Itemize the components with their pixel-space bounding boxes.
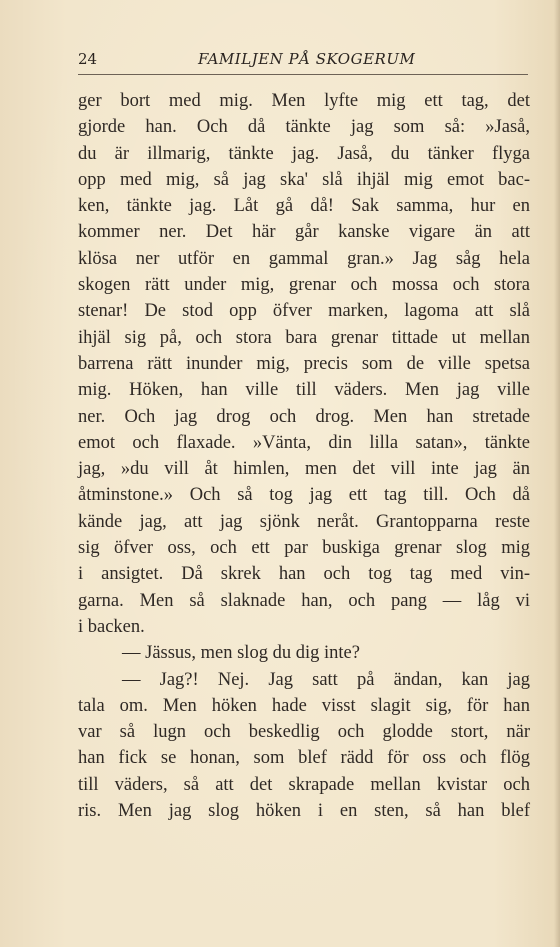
text-line: i ansigtet. Då skrek han och tog tag med vin- [78,564,530,585]
text-line: ken, tänkte jag. Låt gå då! Sak samma, hur en [78,196,530,217]
page-header [78,48,528,72]
text-line: kommer ner. Det här går kanske vigare än att [78,222,530,243]
text-line: mig. Höken, han ville till väders. Men jag ville [78,380,530,401]
body-text [78,88,530,824]
text-line: ihjäl sig på, och stora bara grenar tittade ut mellan [78,327,530,348]
text-line: jag, »du vill åt himlen, men det vill inte jag än [78,459,530,480]
text-line: åtminstone.» Och så tog jag ett tag till. Och då [78,485,530,506]
text-line: tala om. Men höken hade visst slagit sig, för han [78,695,530,716]
text-line: skogen rätt under mig, grenar och mossa och stora [78,275,530,296]
text-line: sig öfver oss, och ett par buskiga grenar slog mig [78,538,530,559]
text-line: han fick se honan, som blef rädd för oss och flög [78,748,530,769]
text-line: emot och flaxade. »Vänta, din lilla satan», tänkte [78,432,530,453]
text-line: ris. Men jag slog höken i en sten, så han blef [78,801,530,822]
text-line: garna. Men så slaknade han, och pang — låg vi [78,590,530,611]
running-head: FAMILJEN PÅ SKOGERUM [198,50,416,68]
text-line: var så lugn och beskedlig och glodde stort, när [78,722,530,743]
text-line: stenar! De stod opp öfver marken, lagoma att slå [78,301,530,322]
text-line: i backen. [78,616,145,637]
text-line: ger bort med mig. Men lyfte mig ett tag, det [78,91,530,111]
text-line: gjorde han. Och då tänkte jag som så: »Jaså, [78,117,530,138]
text-line: barrena rätt inunder mig, precis som de ville spetsa [78,353,530,374]
header-rule [78,74,528,75]
text-line: klösa ner utför en gammal gran.» Jag såg hela [78,248,530,269]
dialogue-line: — Jässus, men slog du dig inte? [122,643,360,664]
text-line: opp med mig, så jag ska' slå ihjäl mig emot bac- [78,169,530,190]
text-line: kände jag, att jag sjönk neråt. Grantopparna reste [78,511,530,532]
page-edge-shadow [554,0,560,947]
dialogue-line: — Jag?! Nej. Jag satt på ändan, kan jag [122,669,530,690]
page-number: 24 [78,50,98,68]
text-line: ner. Och jag drog och drog. Men han stretade [78,406,530,427]
text-line: till väders, så att det skrapade mellan kvistar och [78,774,530,795]
text-line: du är illmarig, tänkte jag. Jaså, du tänker flyga [78,143,530,164]
